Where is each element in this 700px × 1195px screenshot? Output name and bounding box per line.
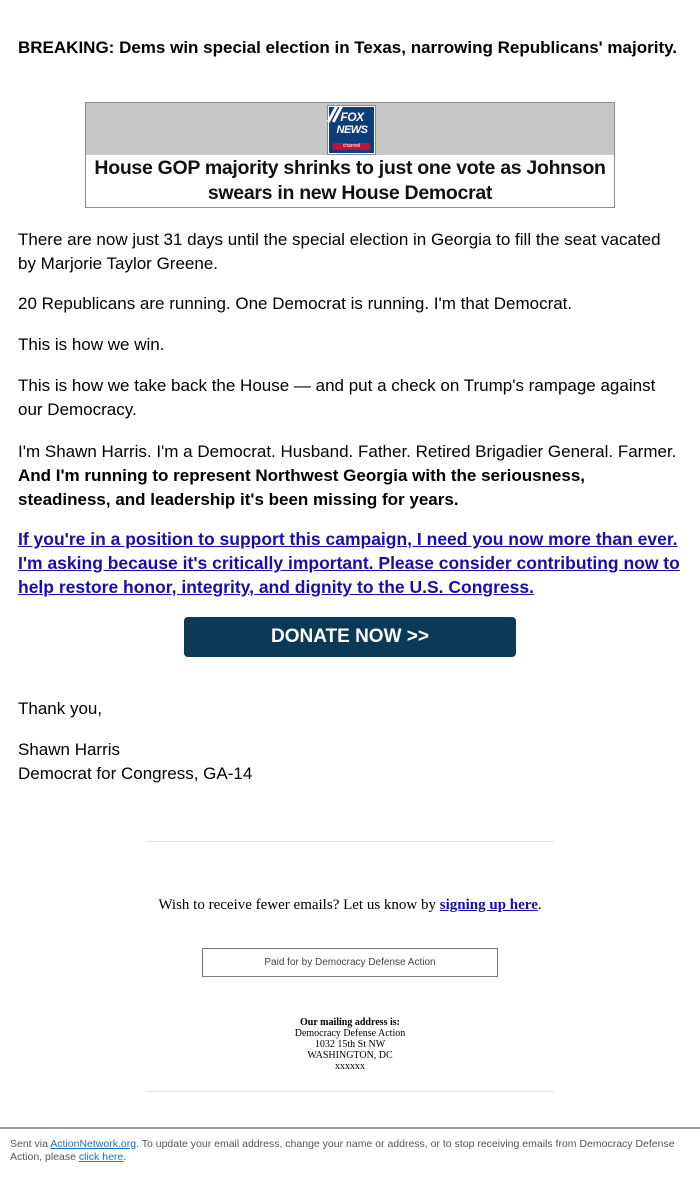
mailing-address-line: Democracy Defense Action [294, 1028, 406, 1039]
paragraph-take-back-house: This is how we take back the House — and put a check on Trump's rampage against our Democracy. [18, 376, 656, 419]
signature-name: Shawn Harris [18, 740, 121, 759]
fox-news-image [85, 102, 615, 208]
thank-you-text: Thank you, [18, 699, 103, 718]
mailing-address-line: xxxxxx [335, 1061, 365, 1072]
actionnetwork-link[interactable]: ActionNetwork.org [50, 1138, 137, 1150]
logo-channel-text: channel [333, 143, 370, 150]
paragraph-introduction [18, 440, 678, 512]
footer-sent-via: Sent via [10, 1138, 51, 1150]
headline-text: Dems win special election in Texas, narrowing Republicans' majority. [114, 38, 678, 57]
logo-fox-text: FOX [340, 110, 364, 124]
paragraph-how-we-win: This is how we win. [18, 335, 165, 354]
signature [18, 738, 678, 786]
signing-up-here-link[interactable]: signing up here [439, 897, 538, 913]
paragraph-candidates: 20 Republicans are running. One Democrat is running. I'm that Democrat. [18, 294, 573, 313]
support-campaign-link[interactable]: If you're in a position to support this campaign, I need you now more than ever. I'm asking because it's critically important. Please consider contributing now to help restore honor, integrity, and dignity to the U.S. Congress. [18, 529, 680, 597]
fox-news-logo-icon [328, 106, 375, 154]
headline-prefix: BREAKING: [18, 38, 115, 57]
donate-now-button[interactable]: DONATE NOW >> [184, 617, 516, 657]
footer-rule [0, 1127, 700, 1129]
intro-plain-text: I'm Shawn Harris. I'm a Democrat. Husband. Father. Retired Brigadier General. Farmer. [18, 442, 677, 461]
paragraph-days-until-election: There are now just 31 days until the special election in Georgia to fill the seat vacated by Marjorie Taylor Greene. [18, 230, 661, 273]
mailing-address-line: 1032 15th St NW [314, 1039, 386, 1050]
signature-title: Democrat for Congress, GA-14 [18, 764, 253, 783]
click-here-link[interactable]: click here [78, 1151, 124, 1163]
logo-news-text: NEWS [336, 124, 368, 136]
divider [146, 841, 554, 842]
mailing-address [0, 1017, 700, 1072]
footer-end: . [123, 1151, 127, 1163]
mailing-address-line: WASHINGTON, DC [307, 1050, 393, 1061]
fewer-emails-text [0, 895, 700, 915]
fewer-emails-prefix: Wish to receive fewer emails? Let us know by [158, 897, 440, 913]
paid-for-disclaimer: Paid for by Democracy Defense Action [202, 948, 498, 977]
intro-bold-text: And I'm running to represent Northwest Georgia with the seriousness, steadiness, and leadership it's been missing for years. [18, 466, 586, 509]
fox-headline-caption: House GOP majority shrinks to just one vote as Johnson swears in new House Democrat [94, 157, 606, 204]
fewer-emails-suffix: . [537, 897, 542, 913]
footer-notice [10, 1138, 680, 1164]
footer-middle-text: . To update your email address, change your name or address, or to stop receiving emails from Democracy Defense Action, please [10, 1138, 675, 1163]
fox-image-header [86, 103, 614, 155]
divider [146, 1091, 554, 1092]
headline [18, 36, 678, 60]
mailing-address-title: Our mailing address is: [300, 1017, 400, 1028]
